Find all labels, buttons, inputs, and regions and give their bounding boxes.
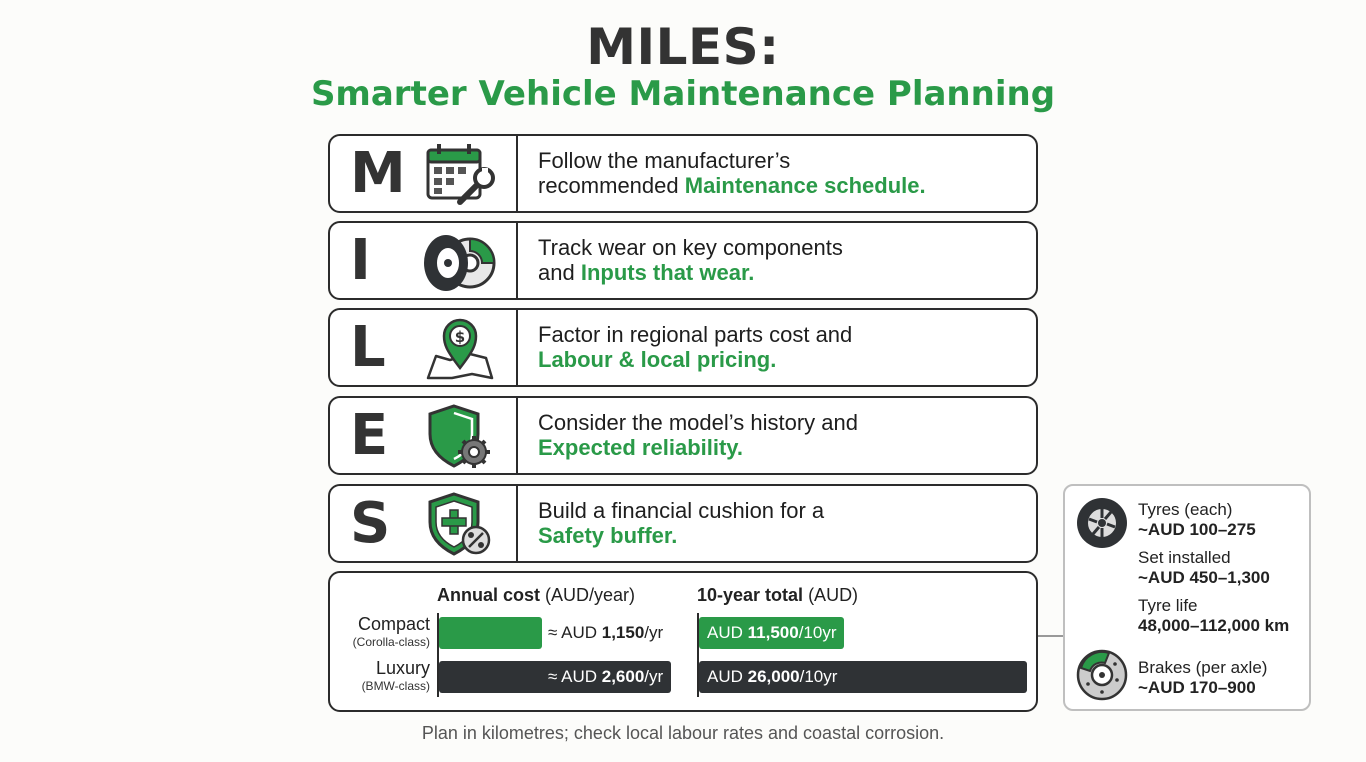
row-letter: I [350, 228, 371, 293]
row-text: Build a financial cushion for a Safety buffer. [538, 498, 825, 548]
annual-label-compact: ≈ AUD 1,150/yr [548, 623, 664, 642]
set-installed: Set installed ~AUD 450–1,300 [1138, 548, 1270, 587]
brakes-per-axle: Brakes (per axle) ~AUD 170–900 [1138, 658, 1268, 697]
tyres-brakes-panel [1063, 484, 1311, 711]
row-letter: S [350, 491, 391, 556]
row-highlight: Inputs that wear. [580, 260, 755, 285]
annual-cost-header: Annual cost (AUD/year) [437, 585, 636, 605]
shield-gear-icon [422, 404, 498, 468]
svg-text:$: $ [454, 328, 466, 346]
miles-row-e [328, 396, 1038, 475]
row-letter: M [350, 141, 406, 206]
tyre-brake-icon [422, 229, 498, 293]
row-highlight: Maintenance schedule. [684, 173, 926, 198]
row-text: Factor in regional parts cost and Labour & local pricing. [538, 322, 853, 372]
total-label-compact: AUD 11,500/10yr [707, 623, 837, 642]
footnote: Plan in kilometres; check local labour rates and coastal corrosion. [421, 723, 945, 743]
row-text: Consider the model’s history and Expected reliability. [538, 410, 858, 460]
category-luxury: Luxury (BMW-class) [361, 658, 430, 693]
brake-disc-icon [1075, 648, 1129, 702]
page-subtitle: Smarter Vehicle Maintenance Planning [310, 74, 1056, 114]
row-text: Track wear on key components and Inputs that wear. [538, 235, 843, 285]
total-label-luxury: AUD 26,000/10yr [707, 667, 838, 686]
tyre-icon [1075, 496, 1129, 550]
miles-row-s [328, 484, 1038, 563]
miles-row-m [328, 134, 1038, 213]
shield-plus-percent-icon [422, 492, 498, 556]
ten-year-total-header: 10-year total (AUD) [697, 585, 859, 605]
category-compact: Compact (Corolla-class) [352, 614, 430, 649]
annual-label-luxury: ≈ AUD 2,600/yr [548, 667, 664, 686]
row-letter: L [350, 315, 386, 380]
row-letter: E [350, 403, 389, 468]
connector-line [1038, 635, 1064, 637]
calendar-wrench-icon [422, 142, 498, 206]
row-text: Follow the manufacturer’s recommended Maintenance schedule. [538, 148, 926, 198]
row-highlight: Expected reliability. [538, 435, 744, 460]
row-highlight: Labour & local pricing. [538, 347, 777, 372]
row-highlight: Safety buffer. [538, 523, 678, 548]
tyre-life: Tyre life 48,000–112,000 km [1138, 596, 1290, 635]
miles-row-l [328, 308, 1038, 387]
map-pin-dollar-icon [422, 316, 498, 380]
cost-comparison-chart [328, 571, 1038, 712]
page-title: MILES: [586, 18, 780, 76]
tyres-each: Tyres (each) ~AUD 100–275 [1138, 500, 1256, 539]
miles-row-i [328, 221, 1038, 300]
annual-bar-compact [439, 617, 542, 649]
